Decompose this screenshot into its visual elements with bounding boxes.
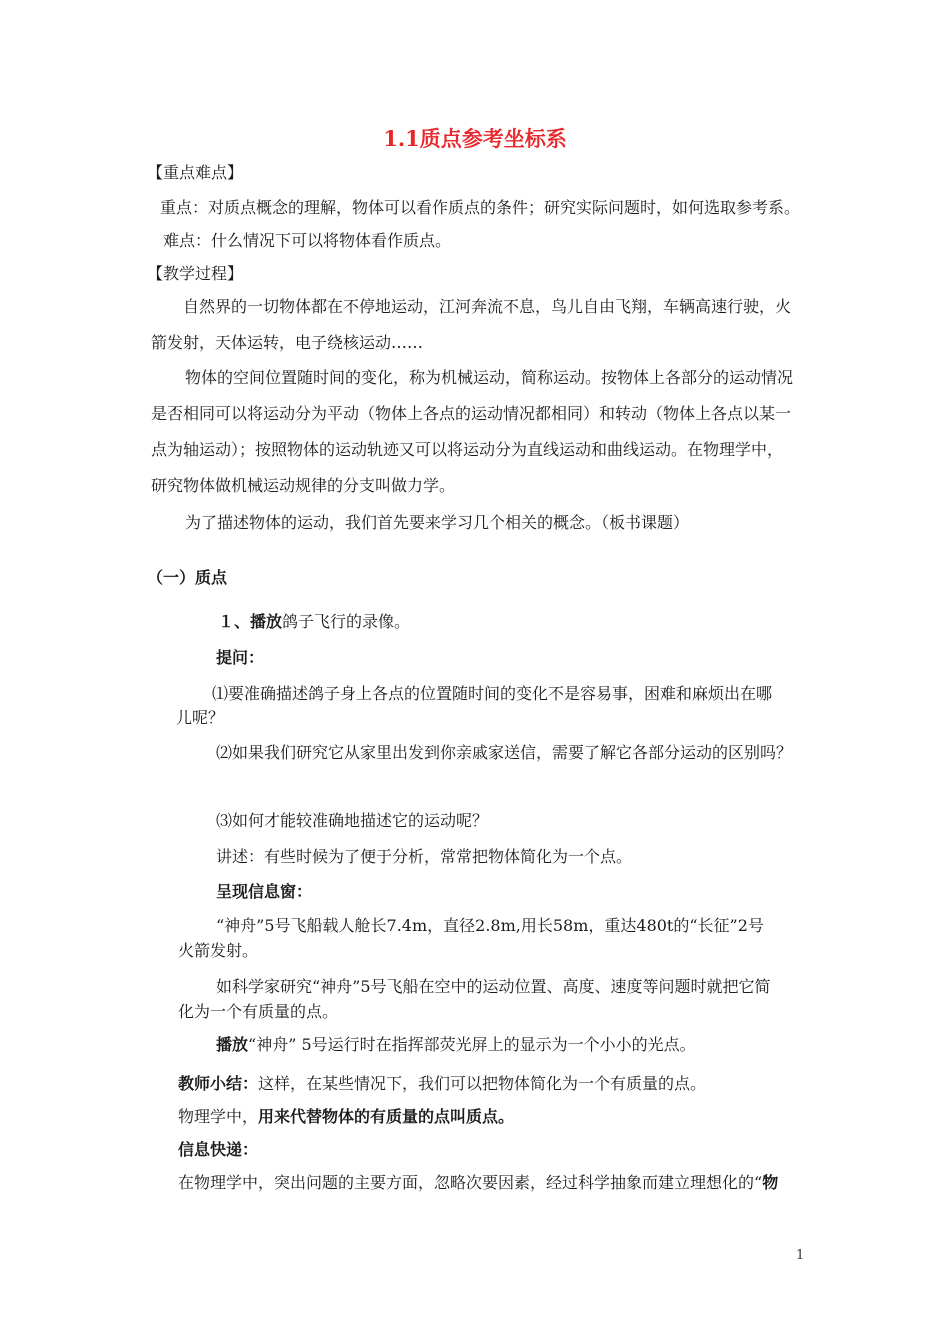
item-1-text: 鸽子飞行的录像。 <box>282 612 411 631</box>
difficult-point-text: 难点：什么情况下可以将物体看作质点。 <box>163 231 452 250</box>
page-number: 1 <box>796 1248 805 1263</box>
key-points-header: 【重点难点】 <box>147 163 244 182</box>
key-point-text: 重点：对质点概念的理解，物体可以看作质点的条件；研究实际问题时，如何选取参考系。 <box>160 198 801 217</box>
teacher-summary-text: 这样，在某些情况下，我们可以把物体简化为一个有质量的点。 <box>258 1074 707 1093</box>
info-line: “神舟”5号飞船载人舱长7.4m，直径2.8m,用长58m，重达480t的“长征”2号 <box>216 916 764 935</box>
question-1-line: 儿呢？ <box>176 708 225 727</box>
motion-paragraph-line: 研究物体做机械运动规律的分支叫做力学。 <box>151 476 456 495</box>
item-1-play-label: 播放 <box>250 612 283 631</box>
explanation-line: 讲述：有些时候为了便于分析，常常把物体简化为一个点。 <box>216 847 633 866</box>
particle-definition-prefix: 物理学中， <box>178 1107 259 1126</box>
motion-paragraph-line: 物体的空间位置随时间的变化，称为机械运动，简称运动。按物体上各部分的运动情况 <box>185 368 794 387</box>
info-window-label: 呈现信息窗： <box>216 882 313 901</box>
motion-paragraph-line: 是否相同可以将运动分为平动（物体上各点的运动情况都相同）和转动（物体上各点以某一 <box>151 404 792 423</box>
question-1-line: ⑴要准确描述鸽子身上各点的位置随时间的变化不是容易事，困难和麻烦出在哪 <box>212 684 773 703</box>
teacher-summary-label: 教师小结： <box>178 1074 259 1093</box>
scientist-line: 化为一个有质量的点。 <box>178 1002 339 1021</box>
document-title: 1.1质点参考坐标系 <box>383 126 567 151</box>
teacher-summary <box>178 1074 706 1094</box>
question-label: 提问： <box>216 648 265 667</box>
info-line: 火箭发射。 <box>178 941 259 960</box>
item-1 <box>218 612 410 632</box>
play-text: “神舟” 5号运行时在指挥部荧光屏上的显示为一个小小的光点。 <box>248 1035 696 1054</box>
section-heading-particle: （一）质点 <box>147 568 228 587</box>
closing-line <box>178 1173 778 1193</box>
intro-paragraph-line: 自然界的一切物体都在不停地运动，江河奔流不息，鸟儿自由飞翔，车辆高速行驶，火 <box>183 297 792 316</box>
question-3: ⑶如何才能较准确地描述它的运动呢？ <box>216 811 489 830</box>
particle-definition <box>178 1107 514 1127</box>
scientist-line: 如科学家研究“神舟”5号飞船在空中的运动位置、高度、速度等问题时就把它简 <box>216 977 771 996</box>
item-1-number: １、 <box>218 612 251 631</box>
closing-line-bold: 物 <box>762 1173 779 1192</box>
intro-paragraph-line: 箭发射，天体运转，电子绕核运动…… <box>151 333 424 352</box>
lesson-intro-line: 为了描述物体的运动，我们首先要来学习几个相关的概念。（板书课题） <box>185 513 690 532</box>
motion-paragraph-line: 点为轴运动）；按照物体的运动轨迹又可以将运动分为直线运动和曲线运动。在物理学中， <box>151 440 784 459</box>
info-express-label: 信息快递： <box>178 1140 259 1159</box>
question-2: ⑵如果我们研究它从家里出发到你亲戚家送信，需要了解它各部分运动的区别吗？ <box>216 743 793 762</box>
closing-line-text: 在物理学中，突出问题的主要方面，忽略次要因素，经过科学抽象而建立理想化的“ <box>178 1173 763 1192</box>
teaching-process-header: 【教学过程】 <box>147 264 244 283</box>
particle-definition-bold: 用来代替物体的有质量的点叫质点。 <box>258 1107 515 1126</box>
play-label: 播放 <box>216 1035 249 1054</box>
play-line <box>216 1035 696 1055</box>
